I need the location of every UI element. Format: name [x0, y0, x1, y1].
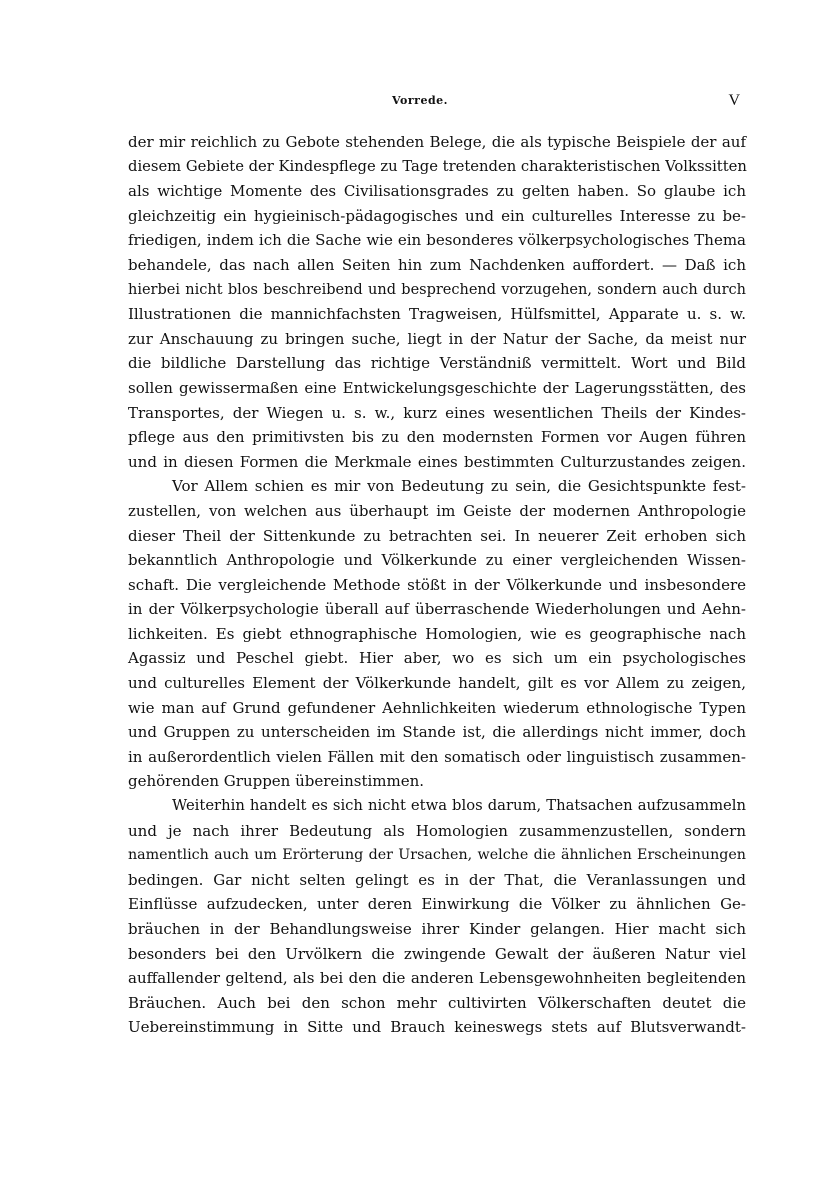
text-line: namentlich auch um Erörterung der Ursachen, welche die ähnlichen Erscheinungen	[128, 847, 746, 864]
text-line: lichkeiten. Es giebt ethnographische Homologien, wie es geographische nach	[128, 624, 746, 643]
text-line: Transportes, der Wiegen u. s. w., kurz eines wesentlichen Theils der Kindes-	[128, 403, 746, 422]
text-line: besonders bei den Urvölkern die zwingende Gewalt der äußeren Natur viel	[128, 944, 746, 963]
running-head	[100, 92, 740, 114]
text-line: diesem Gebiete der Kindespflege zu Tage tretenden charakteristischen Volkssitten	[128, 157, 747, 175]
text-line: hierbei nicht blos beschreibend und besprechend vorzugehen, sondern auch durch	[128, 281, 746, 298]
text-line: als wichtige Momente des Civilisationsgrades zu gelten haben. So glaube ich	[128, 182, 746, 201]
text-line: gleichzeitig ein hygieinisch-pädagogisches und ein culturelles Interesse zu be-	[128, 206, 746, 225]
text-line: und culturelles Element der Völkerkunde handelt, gilt es vor Allem zu zeigen,	[128, 674, 746, 693]
text-line: und je nach ihrer Bedeutung als Homologien zusammenzustellen, sondern	[128, 821, 746, 840]
text-line: Uebereinstimmung in Sitte und Brauch keineswegs stets auf Blutsverwandt-	[128, 1018, 746, 1037]
page-number: V	[728, 92, 740, 109]
text-line: schaft. Die vergleichende Methode stößt in der Völkerkunde und insbesondere	[128, 575, 746, 594]
paragraph-1	[128, 130, 746, 474]
text-line: friedigen, indem ich die Sache wie ein besonderes völkerpsychologisches Thema	[128, 231, 746, 250]
text-line: bekanntlich Anthropologie und Völkerkunde zu einer vergleichenden Wissen-	[128, 551, 746, 570]
text-line: Weiterhin handelt es sich nicht etwa blos darum, Thatsachen aufzusammeln	[172, 797, 746, 815]
text-line: bräuchen in der Behandlungsweise ihrer Kinder gelangen. Hier macht sich	[128, 920, 746, 938]
text-line: Einflüsse aufzudecken, unter deren Einwirkung die Völker zu ähnlichen Ge-	[128, 895, 746, 914]
text-line: der mir reichlich zu Gebote stehenden Belege, die als typische Beispiele der auf	[128, 133, 746, 151]
text-line: Illustrationen die mannichfachsten Tragweisen, Hülfsmittel, Apparate u. s. w.	[128, 305, 746, 324]
text-line: auffallender geltend, als bei den die anderen Lebensgewohnheiten begleitenden	[128, 969, 746, 988]
text-line: bedingen. Gar nicht selten gelingt es in der That, die Veranlassungen und	[128, 870, 746, 889]
text-line: gehörenden Gruppen übereinstimmen.	[128, 772, 425, 791]
text-line: die bildliche Darstellung das richtige Verständniß vermittelt. Wort und Bild	[128, 354, 746, 373]
text-line: in außerordentlich vielen Fällen mit den somatisch oder linguistisch zusammen-	[128, 747, 746, 766]
text-line: Bräuchen. Auch bei den schon mehr cultivirten Völkerschaften deutet die	[128, 993, 746, 1012]
text-line: und in diesen Formen die Merkmale eines bestimmten Culturzustandes zeigen.	[128, 452, 746, 471]
text-line: wie man auf Grund gefundener Aehnlichkeiten wiederum ethnologische Typen	[128, 698, 746, 717]
text-line: dieser Theil der Sittenkunde zu betrachten sei. In neuerer Zeit erhoben sich	[128, 526, 746, 545]
text-line: in der Völkerpsychologie überall auf überraschende Wiederholungen und Aehn-	[128, 600, 746, 619]
text-line: zur Anschauung zu bringen suche, liegt in der Natur der Sache, da meist nur	[128, 329, 746, 348]
text-line: Vor Allem schien es mir von Bedeutung zu sein, die Gesichtspunkte fest-	[172, 477, 746, 496]
text-line: zustellen, von welchen aus überhaupt im Geiste der modernen Anthropologie	[128, 501, 746, 520]
text-line: und Gruppen zu unterscheiden im Stande ist, die allerdings nicht immer, doch	[128, 723, 746, 742]
text-line: sollen gewissermaßen eine Entwickelungsgeschichte der Lagerungsstätten, des	[128, 378, 746, 397]
text-line: behandele, das nach allen Seiten hin zum Nachdenken auffordert. — Daß ich	[128, 255, 746, 274]
text-line: pflege aus den primitivsten bis zu den modernsten Formen vor Augen führen	[128, 428, 746, 447]
text-line: Agassiz und Peschel giebt. Hier aber, wo es sich um ein psychologisches	[128, 649, 746, 668]
paragraph-3	[128, 794, 746, 1040]
body-text	[128, 130, 746, 1040]
running-title: Vorrede.	[392, 94, 448, 107]
paragraph-2	[128, 474, 746, 794]
